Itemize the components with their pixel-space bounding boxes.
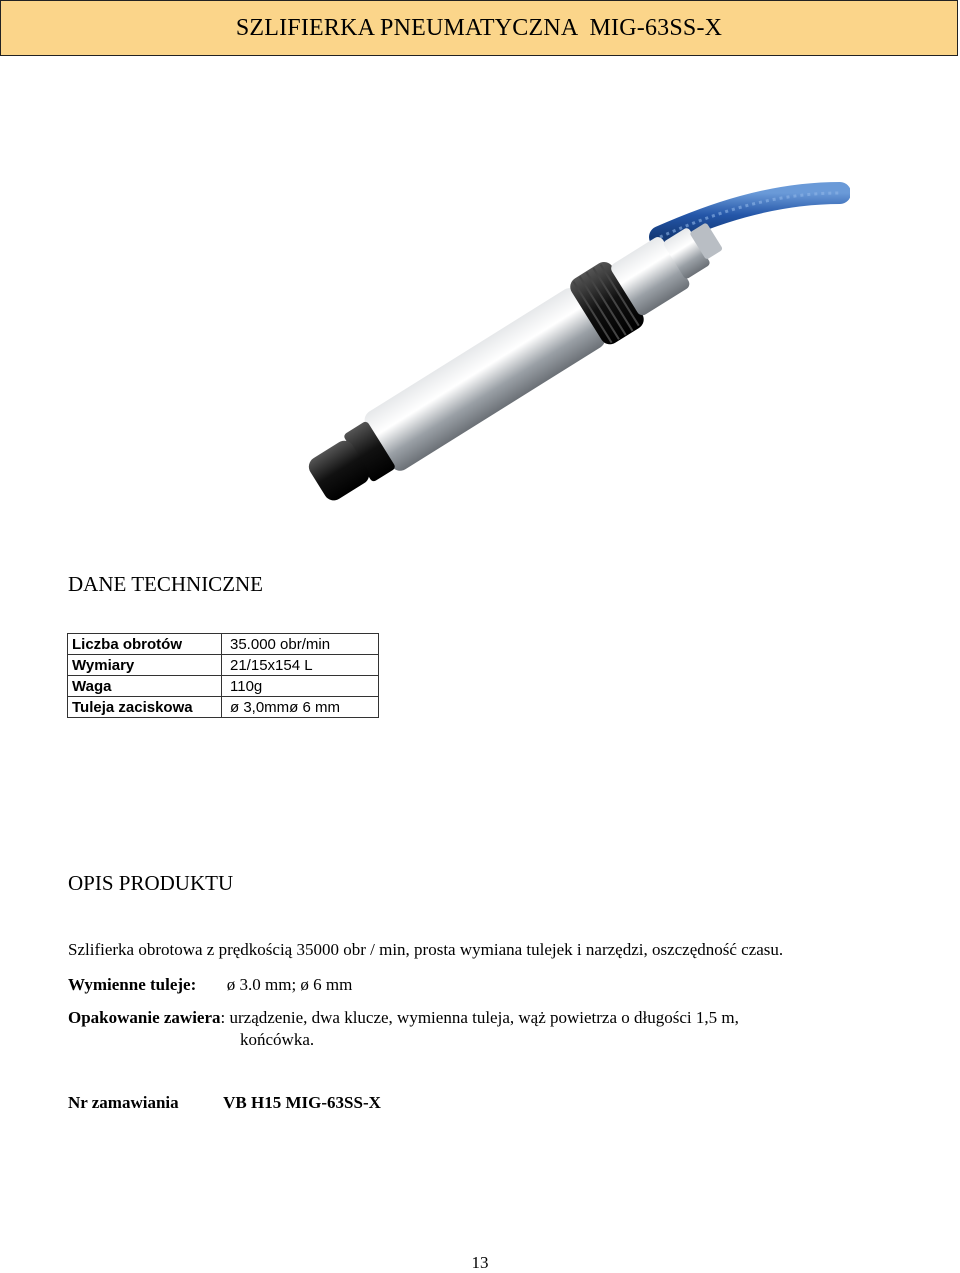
order-code: VB H15 MIG-63SS-X xyxy=(223,1093,381,1112)
product-image xyxy=(230,175,850,510)
spec-table xyxy=(67,633,379,718)
order-label: Nr zamawiania xyxy=(68,1093,179,1112)
spec-value: 110g xyxy=(222,676,379,697)
page-title: SZLIFIERKA PNEUMATYCZNA MIG-63SS-X xyxy=(235,14,723,41)
description-heading: OPIS PRODUKTU xyxy=(68,871,234,895)
collets-line xyxy=(68,975,352,995)
table-row xyxy=(68,634,379,655)
package-line xyxy=(68,1008,739,1028)
spec-label: Tuleja zaciskowa xyxy=(68,697,222,718)
page-number: 13 xyxy=(471,1253,489,1272)
table-row xyxy=(68,655,379,676)
spec-label: Wymiary xyxy=(68,655,222,676)
spec-value: 35.000 obr/min xyxy=(222,634,379,655)
package-line-2: końcówka. xyxy=(240,1030,315,1049)
order-line xyxy=(68,1093,381,1113)
collets-label: Wymienne tuleje: xyxy=(68,975,197,994)
spec-label: Liczba obrotów xyxy=(68,634,222,655)
table-row xyxy=(68,676,379,697)
package-value: : urządzenie, dwa klucze, wymienna tuleja, wąż powietrza o długości 1,5 m, xyxy=(220,1008,739,1027)
tech-heading: DANE TECHNICZNE xyxy=(68,572,264,596)
table-row xyxy=(68,697,379,718)
description-text: Szlifierka obrotowa z prędkością 35000 obr / min, prosta wymiana tulejek i narzędzi, oszczędność czasu. xyxy=(68,940,784,959)
package-label: Opakowanie zawiera xyxy=(68,1008,221,1027)
spec-value: 21/15x154 L xyxy=(222,655,379,676)
spec-value: ø 3,0mmø 6 mm xyxy=(222,697,379,718)
spec-label: Waga xyxy=(68,676,222,697)
title-bar xyxy=(0,0,958,56)
collets-value: ø 3.0 mm; ø 6 mm xyxy=(226,975,353,994)
